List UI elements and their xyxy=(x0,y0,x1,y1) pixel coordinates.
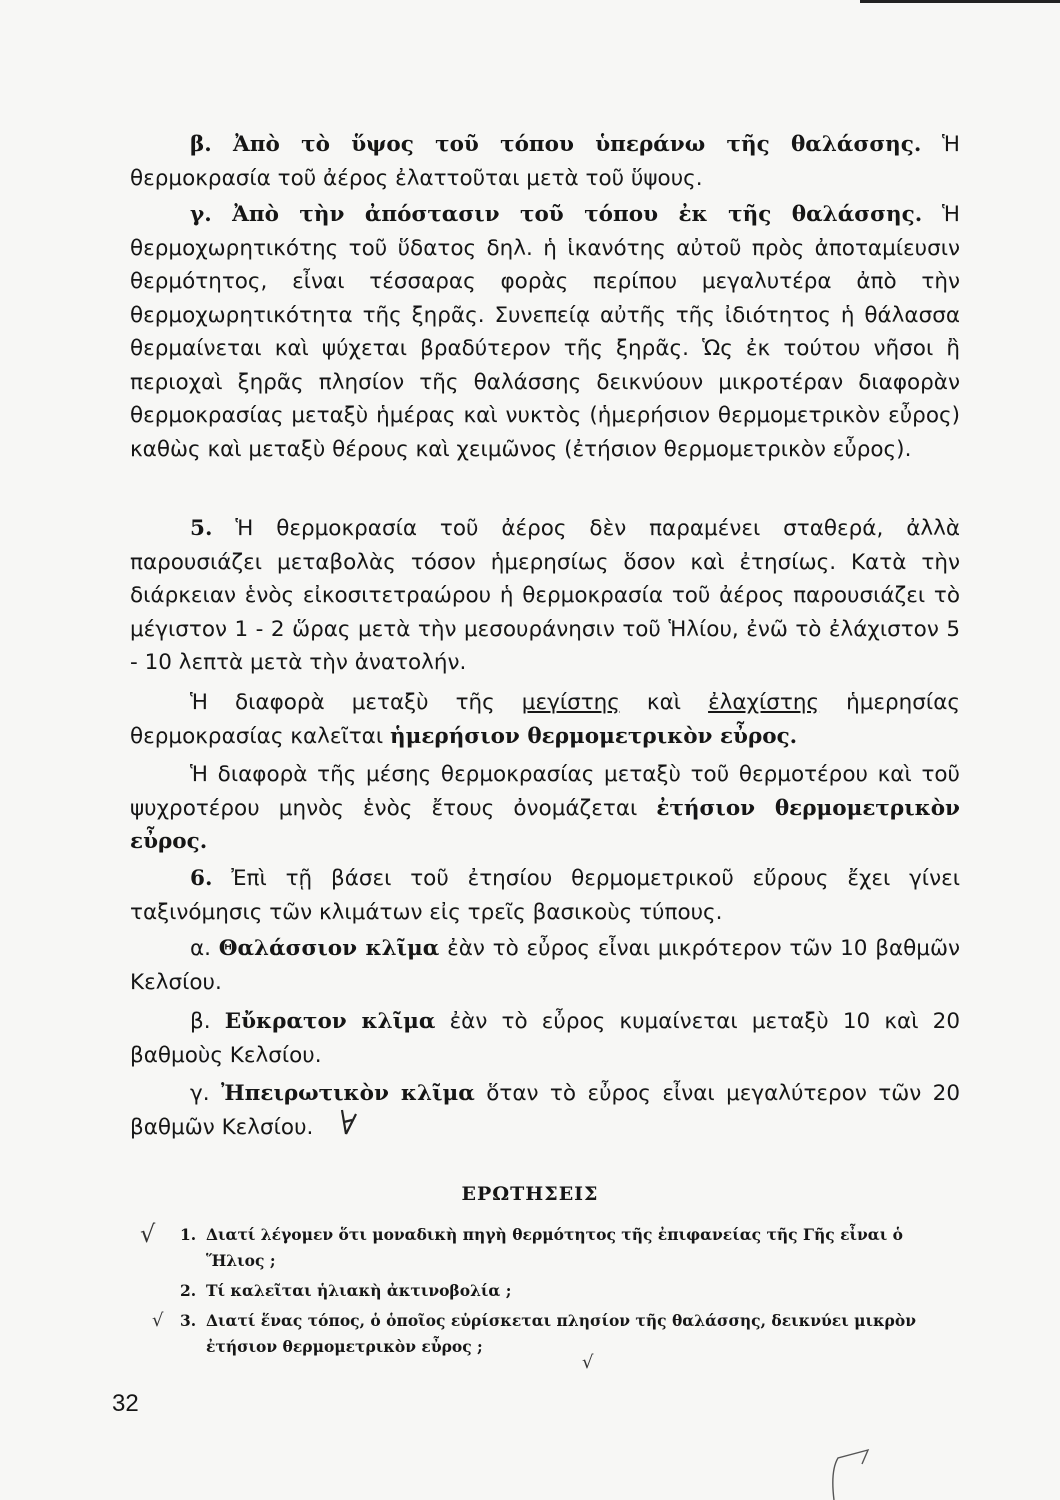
type-description: ἐὰν τὸ εὖρος κυμαίνεται μεταξὺ 10 καὶ 20 βαθμοὺς Κελσίου. xyxy=(130,1009,960,1068)
checkmark-icon: √ xyxy=(152,1310,164,1331)
type-letter: α. xyxy=(190,936,212,961)
questions-list xyxy=(180,1222,960,1364)
paragraph-5-number: 5. xyxy=(190,516,213,541)
page-number: 32 xyxy=(112,1390,139,1417)
annual-range-text: Ἡ διαφορὰ τῆς μέσης θερμοκρασίας μεταξὺ τοῦ θερμοτέρου καὶ τοῦ ψυχροτέρου μηνὸς ἑνὸς ἔτους ὀνομάζεται xyxy=(130,762,960,821)
underlined-minimum: ἐλαχίστης xyxy=(708,690,820,715)
paragraph-gamma-lead: γ. Ἀπὸ τὴν ἀπόστασιν τοῦ τόπου ἐκ τῆς θαλάσσης. xyxy=(190,202,923,227)
paragraph-6-number: 6. xyxy=(190,866,213,891)
type-name: Θαλάσσιον κλῖμα xyxy=(218,936,440,961)
question-item xyxy=(180,1308,960,1360)
daily-range-text-pre: Ἡ διαφορὰ μεταξὺ τῆς xyxy=(190,690,522,715)
paragraph-gamma xyxy=(130,198,960,466)
checkmark-icon: √ xyxy=(582,1352,594,1373)
daily-range-text-mid: καὶ xyxy=(619,690,709,715)
question-text: Τί καλεῖται ἡλιακὴ ἀκτινοβολία ; xyxy=(206,1281,512,1300)
question-number: 1. xyxy=(180,1225,197,1244)
type-letter: γ. xyxy=(190,1081,210,1106)
paragraph-5-text: Ἡ θερμοκρασία τοῦ ἀέρος δὲν παραμένει σταθερά, ἀλλὰ παρουσιάζει μεταβολὰς τόσον ἡμερησίως ὅσον καὶ ἐτησίως. Κατὰ τὴν διάρκειαν ἑνὸς εἰκοσιτετραώρου ἡ θερμοκρασία τοῦ ἀέρος παρουσιάζει τὸ μέγιστον 1 - 2 ὥρας μετὰ τὴν μεσουράνησιν τοῦ Ἡλίου, ἐνῶ τὸ ἐλάχιστον 5 - 10 λεπτὰ μετὰ τὴν ἀνατολήν. xyxy=(130,516,960,675)
type-name: Ἠπειρωτικὸν κλῖμα xyxy=(220,1081,475,1106)
question-item xyxy=(180,1222,960,1274)
underlined-maximum: μεγίστης xyxy=(521,690,620,715)
type-description: ὅταν τὸ εὖρος εἶναι μεγαλύτερον τῶν 20 βαθμῶν Κελσίου. xyxy=(130,1081,961,1140)
handwritten-mark-icon xyxy=(338,1104,362,1140)
daily-range-text-post: ἡμερησίας θερμοκρασίας καλεῖται xyxy=(130,690,960,749)
question-text: Διατί ἕνας τόπος, ὁ ὁποῖος εὑρίσκεται πλησίον τῆς θαλάσσης, δεικνύει μικρὸν ἐτήσιον θερμομετρικὸν εὖρος ; xyxy=(206,1311,916,1356)
checkmark-icon: √ xyxy=(140,1220,156,1248)
pencil-mark-icon xyxy=(828,1444,878,1500)
annual-range-term: ἐτήσιον θερμομετρικὸν εὖρος. xyxy=(130,795,960,854)
paragraph-annual-range xyxy=(130,758,960,859)
paragraph-6-text: Ἐπὶ τῇ βάσει τοῦ ἐτησίου θερμομετρικοῦ εὔρους ἔχει γίνει ταξινόμησις τῶν κλιμάτων εἰς τρεῖς βασικοὺς τύπους. xyxy=(130,866,960,925)
questions-heading: ΕΡΩΤΗΣΕΙΣ xyxy=(461,1183,599,1205)
paragraph-6 xyxy=(130,862,960,929)
climate-type-continental xyxy=(130,1077,960,1144)
type-description: ἐὰν τὸ εὖρος εἶναι μικρότερον τῶν 10 βαθμῶν Κελσίου. xyxy=(130,936,960,995)
climate-type-maritime xyxy=(130,932,960,999)
paragraph-beta-text: Ἡ θερμοκρασία τοῦ ἀέρος ἐλαττοῦται μετὰ τοῦ ὕψους. xyxy=(130,132,960,191)
paragraph-5 xyxy=(130,512,960,680)
climate-type-temperate xyxy=(130,1005,960,1072)
question-number: 2. xyxy=(180,1281,197,1300)
type-letter: β. xyxy=(190,1009,211,1034)
question-text: Διατί λέγομεν ὅτι μοναδικὴ πηγὴ θερμότητος τῆς ἐπιφανείας τῆς Γῆς εἶναι ὁ Ἥλιος ; xyxy=(206,1225,903,1270)
question-number: 3. xyxy=(180,1311,197,1330)
paragraph-beta xyxy=(130,128,960,195)
question-item xyxy=(180,1278,960,1304)
type-name: Εὔκρατον κλῖμα xyxy=(224,1009,436,1034)
paragraph-daily-range xyxy=(130,686,960,753)
daily-range-term: ἡμερήσιον θερμομετρικὸν εὖρος. xyxy=(389,723,798,749)
paragraph-beta-lead: β. Ἀπὸ τὸ ὕψος τοῦ τόπου ὑπεράνω τῆς θαλάσσης. xyxy=(190,132,922,157)
paragraph-gamma-text: Ἡ θερμοχωρητικότης τοῦ ὕδατος δηλ. ἡ ἱκανότης αὐτοῦ πρὸς ἀποταμίευσιν θερμότητος, εἶναι τέσσαρας φορὰς περίπου μεγαλυτέρα ἀπὸ τὴν θερμοχωρητικότητα τῆς ξηρᾶς. Συνεπείᾳ αὐτῆς τῆς ἰδιότητος ἡ θάλασσα θερμαίνεται καὶ ψύχεται βραδύτερον τῆς ξηρᾶς. Ὡς ἐκ τούτου νῆσοι ἢ περιοχαὶ ξηρᾶς πλησίον τῆς θαλάσσης δεικνύουν μικροτέραν διαφορὰν θερμοκρασίας μεταξὺ ἡμέρας καὶ νυκτὸς (ἡμερήσιον θερμομετρικὸν εὖρος) καθὼς καὶ μεταξὺ θέρους καὶ χειμῶνος (ἐτήσιον θερμομετρικὸν εὖρος). xyxy=(130,202,961,462)
